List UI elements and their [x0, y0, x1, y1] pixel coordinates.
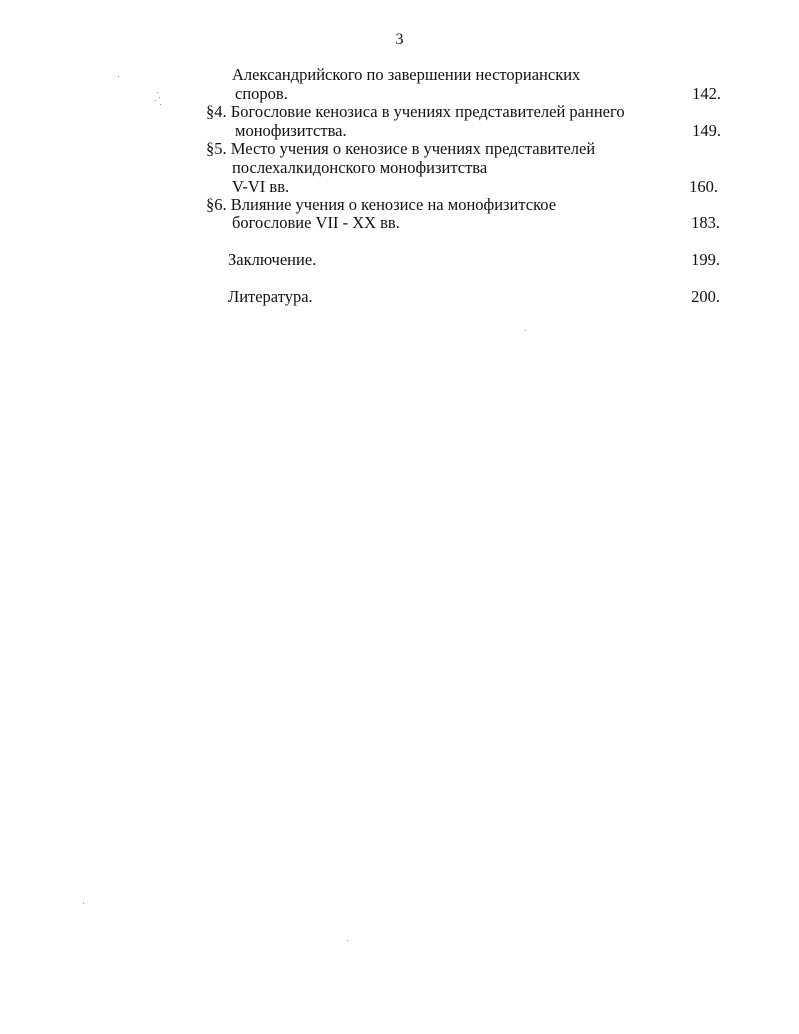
scan-speck: [155, 100, 156, 101]
toc-entry-line: §5. Место учения о кенозисе в учениях представителей: [206, 139, 596, 158]
toc-entry-line: богословие VII - XX вв.: [232, 213, 400, 232]
scan-speck: [347, 940, 348, 941]
toc-entry-line: споров.: [235, 84, 288, 103]
scan-speck: [118, 76, 119, 77]
toc-page-ref: 183.: [691, 213, 720, 232]
toc-page-ref: 142.: [692, 84, 721, 103]
page-number: 3: [395, 31, 404, 48]
scan-speck: [159, 97, 160, 98]
toc-entry-line: Литература.: [228, 287, 313, 306]
scan-speck: [157, 92, 158, 93]
toc-page-ref: 149.: [692, 121, 721, 140]
toc-entry-line: послехалкидонского монофизитства: [232, 158, 488, 177]
toc-entry-line: монофизитства.: [235, 121, 347, 140]
toc-entry-line: §6. Влияние учения о кенозисе на монофизитское: [206, 195, 557, 214]
toc-page-ref: 200.: [691, 287, 720, 306]
toc-entry-line: Заключение.: [228, 250, 317, 269]
scan-speck: [160, 104, 161, 105]
scan-speck: [525, 330, 526, 331]
toc-entry-line: §4. Богословие кенозиса в учениях представителей раннего: [206, 102, 625, 121]
toc-entry-line: V-VI вв.: [232, 177, 290, 196]
toc-entry-line: Александрийского по завершении несторианских: [232, 65, 581, 84]
toc-page-ref: 160.: [689, 177, 718, 196]
toc-page-ref: 199.: [691, 250, 720, 269]
scan-speck: [83, 903, 84, 904]
